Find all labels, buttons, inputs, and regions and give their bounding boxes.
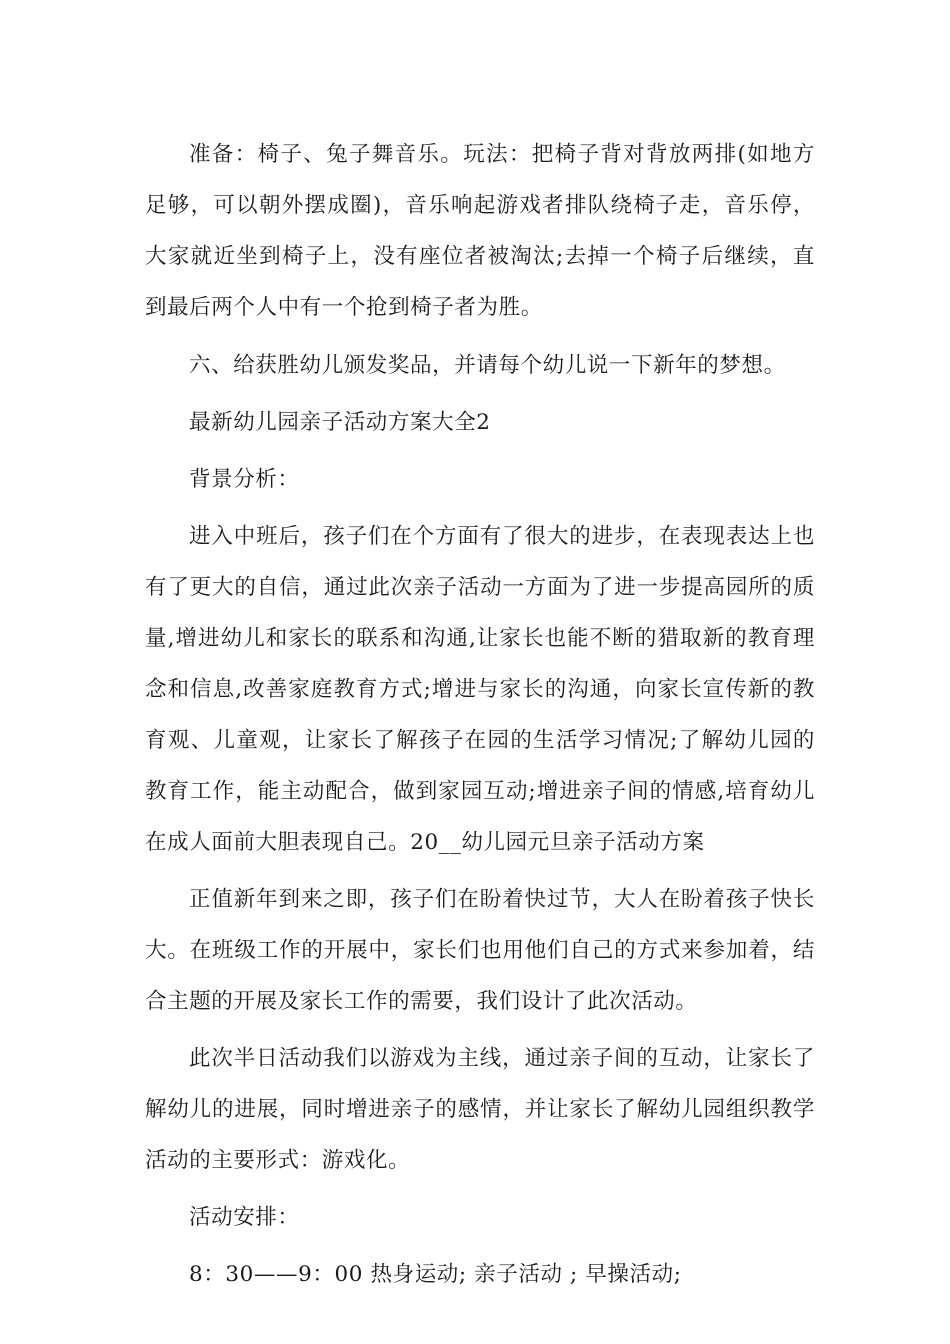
paragraph-half-day-activity: 此次半日活动我们以游戏为主线，通过亲子间的互动，让家长了解幼儿的进展，同时增进亲子的感情，并让家长了解幼儿园组织教学活动的主要形式：游戏化。 <box>145 1046 815 1173</box>
paragraph-new-year: 正值新年到来之即，孩子们在盼着快过节，大人在盼着孩子快长大。在班级工作的开展中，家长们也用他们自己的方式来参加着，结合主题的开展及家长工作的需要，我们设计了此次活动。 <box>145 887 815 1014</box>
paragraph-schedule-item: 8：30——9：00 热身运动; 亲子活动 ; 早操活动; <box>189 1262 682 1287</box>
section-heading: 最新幼儿园亲子活动方案大全2 <box>189 410 491 435</box>
document-body <box>145 129 815 1306</box>
paragraph-background-analysis: 进入中班后，孩子们在个方面有了很大的进步，在表现表达上也有了更大的自信，通过此次亲子活动一方面为了进一步提高园所的质量,增进幼儿和家长的联系和沟通,让家长也能不断的猎取新的教育理念和信息,改善家庭教育方式;增进与家长的沟通，向家长宣传新的教育观、儿童观，让家长了解孩子在园的生活学习情况;了解幼儿园的教育工作，能主动配合，做到家园互动;增进亲子间的情感,培育幼儿在成人面前大胆表现自己。20__幼儿园元旦亲子活动方案 <box>145 524 815 855</box>
paragraph-game-rules: 准备：椅子、兔子舞音乐。玩法：把椅子背对背放两排(如地方足够，可以朝外摆成圈)，音乐响起游戏者排队绕椅子走，音乐停，大家就近坐到椅子上，没有座位者被淘汰;去掉一个椅子后继续，直到最后两个人中有一个抢到椅子者为胜。 <box>145 142 815 320</box>
paragraph-schedule-label: 活动安排： <box>189 1205 300 1230</box>
paragraph-background-label: 背景分析： <box>189 467 300 492</box>
paragraph-award-prizes: 六、给获胜幼儿颁发奖品，并请每个幼儿说一下新年的梦想。 <box>189 353 786 378</box>
